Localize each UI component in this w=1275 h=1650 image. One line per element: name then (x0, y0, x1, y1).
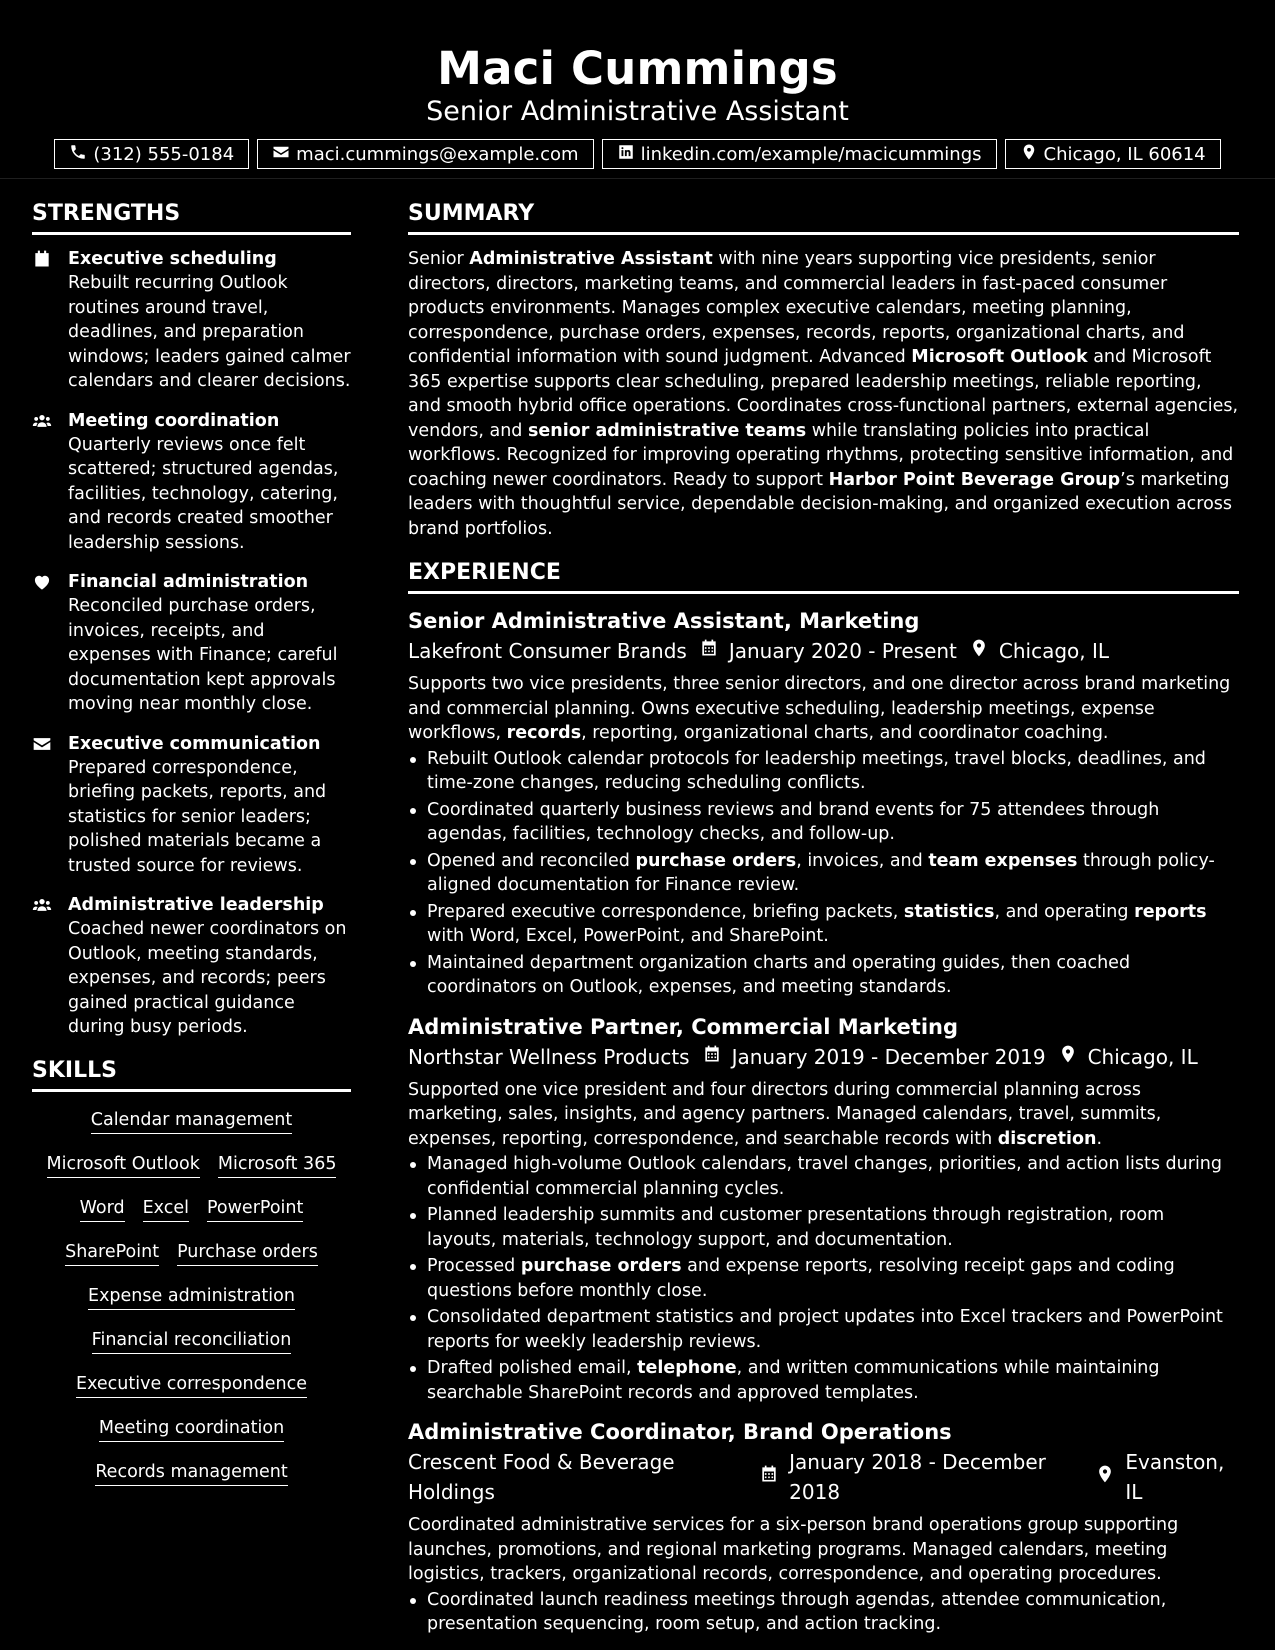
header-divider (0, 178, 1275, 179)
strength-description: Coached newer coordinators on Outlook, meeting standards, expenses, and records; peers gained practical guidance during busy periods. (68, 919, 347, 1037)
skill-tag: Records management (95, 1460, 287, 1486)
skill-tag: Expense administration (88, 1284, 295, 1310)
strength-item (32, 247, 351, 394)
left-column (32, 198, 351, 1504)
summary-text (408, 247, 1239, 541)
strength-name: Executive communication (68, 733, 321, 754)
skills-row (32, 1372, 351, 1398)
text-segment: ’s marketing leaders with thoughtful service, dependable decision-making, and organized execution across brand portfolios. (408, 469, 1233, 539)
job-title: Administrative Coordinator, Brand Operations (408, 1420, 952, 1444)
text-segment: Prepared executive correspondence, briefing packets, (427, 901, 904, 922)
strength-name: Administrative leadership (68, 895, 324, 915)
text-segment: Coordinated quarterly business reviews and brand events for 75 attendees through agendas, facilities, technology checks, and follow-up. (427, 799, 1160, 844)
users-icon (32, 409, 56, 556)
text-segment: , and operating (994, 901, 1135, 922)
map-pin-icon (1095, 1462, 1115, 1492)
right-column (408, 198, 1239, 1649)
experience-list (408, 606, 1239, 1637)
text-segment: Processed (427, 1256, 521, 1276)
job-bullet (408, 900, 1239, 949)
skills-row (32, 1460, 351, 1486)
skill-tag: Word (80, 1196, 125, 1222)
users-icon (32, 893, 56, 1040)
text-segment: , and written communications while maintaining searchable SharePoint records and approved templates. (427, 1358, 1160, 1403)
calendar-icon (759, 1462, 779, 1492)
contact-phone[interactable] (54, 139, 249, 169)
bold-keyword: team expenses (928, 850, 1078, 871)
experience-heading: EXPERIENCE (408, 557, 1239, 594)
heart-icon (32, 570, 56, 717)
bold-keyword: discretion (997, 1128, 1097, 1149)
calendar-icon (702, 1042, 722, 1072)
job-dates: January 2020 - Present (728, 639, 957, 663)
bold-keyword: statistics (903, 901, 995, 922)
text-segment: through policy-aligned documentation for Finance review. (427, 850, 1215, 895)
skill-tag: Purchase orders (177, 1240, 318, 1266)
strength-name: Financial administration (68, 572, 309, 592)
text-segment: Coordinated administrative services for a six-person brand operations group supporting launches, promotions, and regional marketing programs. Managed calendars, meeting logistics, trackers, organizational records, correspondence, and operating procedures. (408, 1515, 1179, 1584)
strength-name: Meeting coordination (68, 410, 280, 431)
job-bullet (408, 1203, 1239, 1252)
strength-item (32, 570, 351, 717)
job-bullet (408, 798, 1239, 847)
skill-tag: Financial reconciliation (92, 1328, 292, 1354)
contact-location[interactable] (1005, 139, 1221, 169)
bold-keyword: telephone (637, 1358, 737, 1378)
job-description (408, 1513, 1239, 1587)
candidate-title: Senior Administrative Assistant (426, 96, 849, 127)
skill-tag: Executive correspondence (76, 1372, 307, 1398)
job-bullet (408, 1588, 1239, 1637)
skills-row (32, 1416, 351, 1442)
skills-row (32, 1284, 351, 1310)
job-bullet (408, 1152, 1239, 1201)
text-segment: . (1096, 1128, 1103, 1149)
skill-tag: Excel (143, 1196, 189, 1222)
contact-email[interactable] (257, 139, 593, 169)
calendar-icon (32, 247, 56, 394)
strength-item (32, 409, 351, 556)
bold-keyword: Administrative Assistant (469, 249, 713, 269)
text-segment: Managed high-volume Outlook calendars, travel changes, priorities, and action lists during confidential commercial planning cycles. (427, 1154, 1223, 1199)
text-segment: with Word, Excel, PowerPoint, and SharePoint. (427, 926, 829, 946)
skills-row (32, 1240, 351, 1266)
calendar-icon (699, 636, 719, 666)
envelope-icon (272, 143, 290, 166)
job-entry (408, 606, 1239, 1000)
skills-heading: SKILLS (32, 1055, 351, 1092)
skills-list (32, 1104, 351, 1486)
strength-description: Rebuilt recurring Outlook routines around travel, deadlines, and preparation windows; leaders gained calmer calendars and clearer decisions. (68, 273, 351, 391)
text-segment: and expense reports, resolving receipt gaps and coding questions before monthly close. (427, 1256, 1175, 1301)
bold-keyword: Harbor Point Beverage Group (828, 469, 1121, 490)
job-dates: January 2019 - December 2019 (731, 1044, 1046, 1069)
map-pin-icon (969, 636, 989, 666)
job-meta (408, 1042, 1239, 1072)
job-entry (408, 1417, 1239, 1637)
bold-keyword: purchase orders (635, 850, 797, 871)
bold-keyword: senior administrative teams (527, 420, 807, 441)
text-segment: Planned leadership summits and customer presentations through registration, room layouts, materials, technology support, and documentation. (427, 1205, 1165, 1250)
candidate-name: Maci Cummings (437, 42, 838, 95)
summary-heading: SUMMARY (408, 198, 1239, 235)
job-company: Northstar Wellness Products (408, 1044, 690, 1069)
job-dates: January 2018 - December 2018 (789, 1450, 1046, 1504)
map-pin-icon (1020, 143, 1038, 166)
strengths-list (32, 247, 351, 1040)
job-bullets (408, 747, 1239, 1000)
skill-tag: PowerPoint (207, 1196, 303, 1222)
phone-icon (69, 143, 87, 166)
contact-email-text: maci.cummings@example.com (296, 143, 579, 165)
job-company: Lakefront Consumer Brands (408, 639, 687, 663)
job-bullets (408, 1588, 1239, 1637)
resume-header (0, 0, 1275, 169)
job-location: Evanston, IL (1125, 1450, 1225, 1504)
envelope-icon (32, 732, 56, 879)
job-bullet (408, 1254, 1239, 1303)
job-meta (408, 636, 1239, 666)
contact-linkedin-text: linkedin.com/example/macicummings (640, 143, 982, 165)
text-segment: Supports two vice presidents, three senior directors, and one director across brand marketing and commercial planning. Owns executive scheduling, leadership meetings, expense workflows, (408, 674, 1231, 743)
job-bullet (408, 747, 1239, 796)
text-segment: Supported one vice president and four directors during commercial planning across marketing, sales, insights, and agency partners. Managed calendars, travel, summits, expenses, reporting, correspondence, and searchable records with (408, 1079, 1162, 1149)
skill-tag: Meeting coordination (99, 1416, 284, 1442)
skills-row (32, 1328, 351, 1354)
job-bullet (408, 951, 1239, 1000)
skills-row (32, 1152, 351, 1178)
text-segment: Opened and reconciled (427, 850, 636, 871)
job-bullet (408, 849, 1239, 898)
bold-keyword: records (506, 723, 582, 743)
job-description (408, 1078, 1239, 1152)
text-segment: Senior (408, 249, 470, 269)
map-pin-icon (1058, 1042, 1078, 1072)
text-segment: , reporting, organizational charts, and coordinator coaching. (581, 723, 1109, 743)
strength-name: Executive scheduling (68, 249, 277, 269)
strength-item (32, 893, 351, 1040)
skill-tag: Microsoft 365 (218, 1152, 337, 1178)
bold-keyword: reports (1134, 901, 1207, 922)
job-entry (408, 1012, 1239, 1406)
job-description (408, 672, 1239, 746)
text-segment: Maintained department organization charts and operating guides, then coached coordinators on Outlook, expenses, and meeting standards. (427, 952, 1131, 997)
text-segment: Consolidated department statistics and project updates into Excel trackers and PowerPoint reports for weekly leadership reviews. (427, 1307, 1223, 1352)
skills-row (32, 1108, 351, 1134)
strength-description: Quarterly reviews once felt scattered; structured agendas, facilities, technology, catering, and records created smoother leadership sessions. (68, 434, 339, 553)
contact-linkedin[interactable] (602, 139, 997, 169)
text-segment: and Microsoft 365 expertise supports clear scheduling, prepared leadership meetings, reliable reporting, and smooth hybrid office operations. Coordinates cross-functional partners, external agencies, vendors, and (408, 347, 1239, 441)
bold-keyword: Microsoft Outlook (911, 347, 1088, 367)
skills-row (32, 1196, 351, 1222)
contact-location-text: Chicago, IL 60614 (1043, 143, 1206, 165)
linkedin-icon (617, 143, 635, 166)
strength-description: Prepared correspondence, briefing packets, reports, and statistics for senior leaders; polished materials became a trusted source for reviews. (68, 757, 327, 876)
skill-tag: Calendar management (91, 1108, 292, 1134)
job-title: Senior Administrative Assistant, Marketing (408, 609, 920, 633)
text-segment: , invoices, and (796, 850, 929, 871)
text-segment: Rebuilt Outlook calendar protocols for leadership meetings, travel blocks, deadlines, and time-zone changes, reducing scheduling conflicts. (427, 748, 1206, 793)
job-title: Administrative Partner, Commercial Marketing (408, 1014, 959, 1039)
job-bullets (408, 1152, 1239, 1405)
strength-description: Reconciled purchase orders, invoices, receipts, and expenses with Finance; careful documentation kept approvals moving near monthly close. (68, 596, 338, 714)
skill-tag: Microsoft Outlook (47, 1152, 200, 1178)
contact-bar (0, 139, 1275, 169)
text-segment: Drafted polished email, (427, 1358, 638, 1378)
text-segment: while translating policies into practical workflows. Recognized for improving operating rhythms, protecting sensitive information, and coaching newer coordinators. Ready to support (408, 420, 1234, 490)
strength-item (32, 732, 351, 879)
job-company: Crescent Food & Beverage Holdings (408, 1450, 675, 1504)
job-location: Chicago, IL (1087, 1044, 1198, 1069)
strengths-heading: STRENGTHS (32, 198, 351, 235)
job-bullet (408, 1356, 1239, 1405)
text-segment: with nine years supporting vice presidents, senior directors, directors, marketing teams, and commercial leaders in fast-paced consumer products environments. Manages complex executive calendars, meeting planning, correspondence, purchase orders, expenses, records, reports, organizational charts, and confidential information with sound judgment. Advanced (408, 249, 1185, 367)
job-location: Chicago, IL (998, 639, 1110, 663)
skill-tag: SharePoint (65, 1240, 159, 1266)
bold-keyword: purchase orders (520, 1256, 682, 1276)
text-segment: Coordinated launch readiness meetings through agendas, attendee communication, presentation sequencing, room setup, and action tracking. (427, 1589, 1167, 1634)
job-meta (408, 1447, 1239, 1507)
contact-phone-text: (312) 555-0184 (93, 143, 235, 165)
job-bullet (408, 1305, 1239, 1354)
